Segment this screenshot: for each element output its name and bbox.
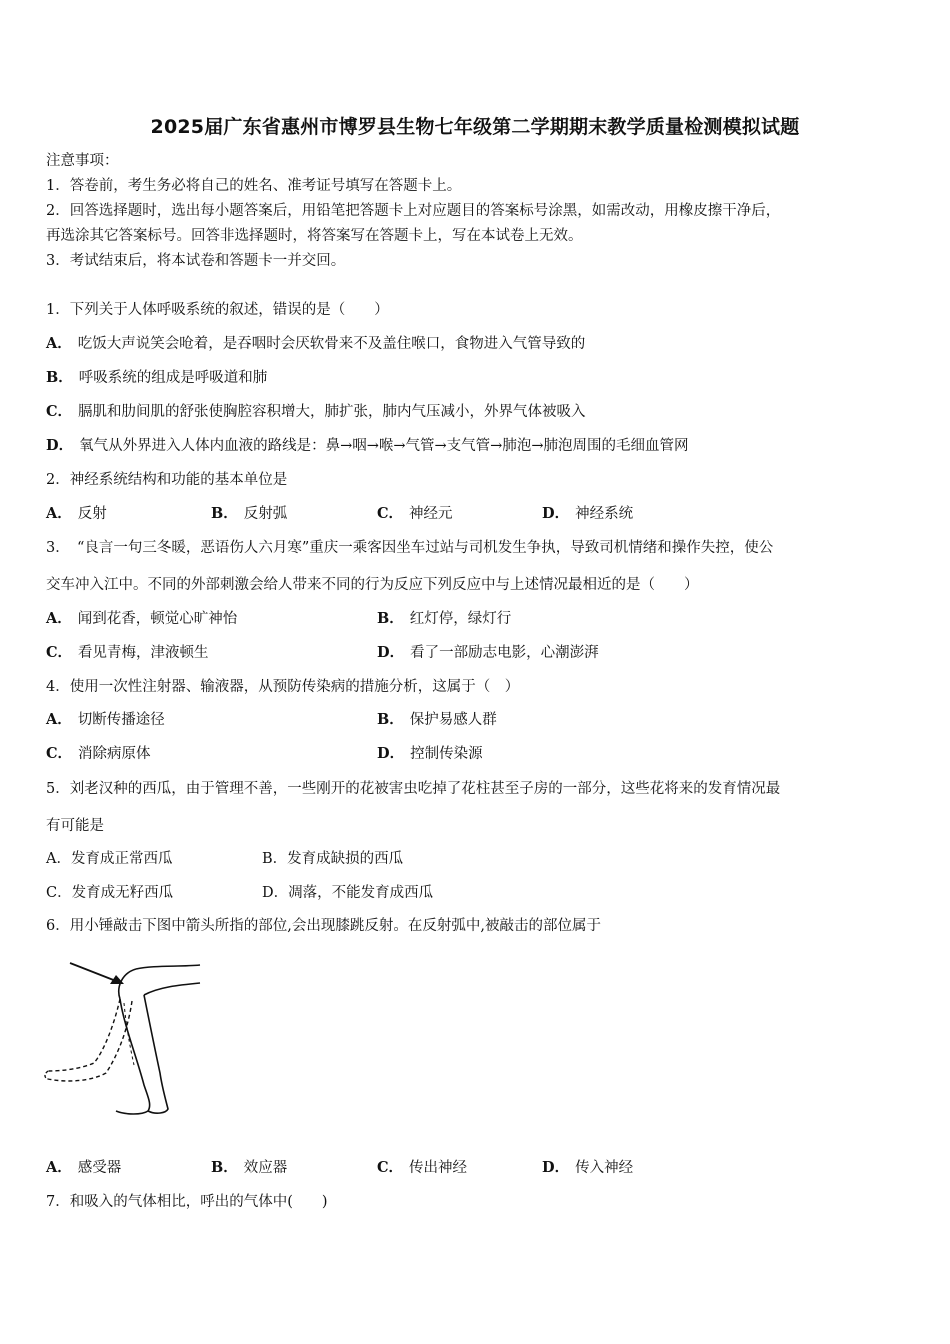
- question-4-option-d: D． 控制传染源: [377, 745, 483, 762]
- question-1-option-b: B． 呼吸系统的组成是呼吸道和肺: [46, 369, 268, 386]
- question-4-option-c: C． 消除病原体: [46, 745, 151, 762]
- notice-item: 1．答卷前，考生务必将自己的姓名、准考证号填写在答题卡上。: [46, 178, 462, 194]
- question-7-stem: 7．和吸入的气体相比，呼出的气体中( ): [46, 1194, 328, 1210]
- question-2-option-d: D． 神经系统: [542, 505, 634, 522]
- question-3-option-c: C． 看见青梅，津液顿生: [46, 644, 209, 661]
- question-6-stem: 6．用小锤敲击下图中箭头所指的部位,会出现膝跳反射。在反射弧中,被敲击的部位属于: [46, 918, 601, 934]
- knee-jerk-figure: [44, 955, 204, 1120]
- question-5-stem-line: 5．刘老汉种的西瓜，由于管理不善，一些刚开的花被害虫吃掉了花柱甚至子房的一部分，这些花将来的发育情况最: [46, 781, 781, 797]
- question-3-option-b: B． 红灯停，绿灯行: [377, 610, 512, 627]
- notice-item: 再选涂其它答案标号。回答非选择题时，将答案写在答题卡上，写在本试卷上无效。: [46, 228, 583, 244]
- question-5-option-c: C．发育成无籽西瓜: [46, 885, 174, 901]
- question-6-option-d: D． 传入神经: [542, 1159, 634, 1176]
- question-1-stem: 1．下列关于人体呼吸系统的叙述，错误的是（ ）: [46, 302, 389, 318]
- question-5-stem-line: 有可能是: [46, 818, 104, 834]
- question-2-option-c: C． 神经元: [377, 505, 453, 522]
- notice-heading: 注意事项：: [46, 153, 119, 169]
- question-3-option-a: A． 闻到花香，顿觉心旷神怡: [46, 610, 238, 627]
- question-1-option-d: D． 氧气从外界进入人体内血液的路线是：鼻→咽→喉→气管→支气管→肺泡→肺泡周围的毛细血管网: [46, 437, 689, 454]
- question-5-option-d: D．凋落，不能发育成西瓜: [262, 885, 434, 901]
- question-4-stem: 4．使用一次性注射器、输液器，从预防传染病的措施分析，这属于（ ）: [46, 679, 520, 695]
- question-5-option-b: B．发育成缺损的西瓜: [262, 851, 404, 867]
- question-2-option-b: B． 反射弧: [211, 505, 288, 522]
- question-3-stem-line: 交车冲入江中。不同的外部刺激会给人带来不同的行为反应下列反应中与上述情况最相近的是（ ）: [46, 577, 699, 593]
- question-4-option-b: B． 保护易感人群: [377, 711, 497, 728]
- question-4-option-a: A． 切断传播途径: [46, 711, 165, 728]
- exam-title: 2025届广东省惠州市博罗县生物七年级第二学期期末教学质量检测模拟试题: [150, 116, 800, 138]
- question-6-option-c: C． 传出神经: [377, 1159, 468, 1176]
- arrow-line: [70, 963, 116, 981]
- question-2-stem: 2．神经系统结构和功能的基本单位是: [46, 472, 288, 488]
- question-5-option-a: A．发育成正常西瓜: [46, 851, 173, 867]
- question-3-option-d: D． 看了一部励志电影，心潮澎湃: [377, 644, 599, 661]
- question-2-option-a: A． 反射: [46, 505, 107, 522]
- question-1-option-a: A． 吃饭大声说笑会呛着，是吞咽时会厌软骨来不及盖住喉口，食物进入气管导致的: [46, 335, 586, 352]
- question-6-option-a: A． 感受器: [46, 1159, 122, 1176]
- notice-item: 3．考试结束后，将本试卷和答题卡一并交回。: [46, 253, 346, 269]
- question-6-option-b: B． 效应器: [211, 1159, 288, 1176]
- question-3-stem-line: 3． “良言一句三冬暖，恶语伤人六月寒”重庆一乘客因坐车过站与司机发生争执，导致司机情绪和操作失控，使公: [46, 540, 774, 556]
- question-1-option-c: C． 膈肌和肋间肌的舒张使胸腔容积增大，肺扩张，肺内气压减小，外界气体被吸入: [46, 403, 586, 420]
- notice-item: 2．回答选择题时，选出每小题答案后，用铅笔把答题卡上对应题目的答案标号涂黑，如需改动，用橡皮擦干净后，: [46, 203, 781, 219]
